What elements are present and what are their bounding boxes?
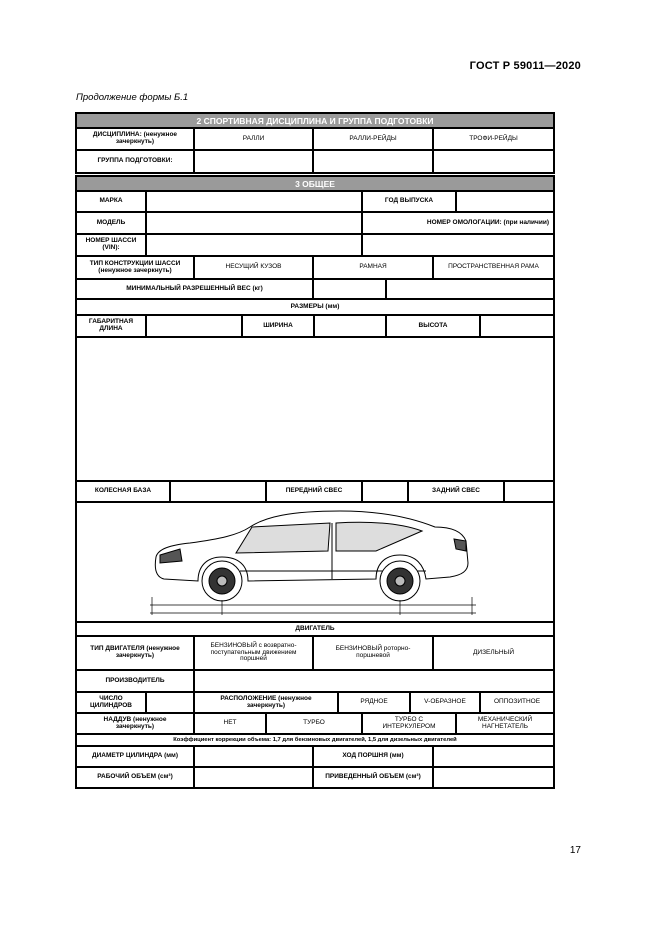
vin-label: НОМЕР ШАССИ (VIN): (76, 234, 146, 256)
section2-title: 2 СПОРТИВНАЯ ДИСЦИПЛИНА И ГРУППА ПОДГОТОВКИ (76, 113, 554, 128)
height-label: ВЫСОТА (386, 315, 480, 337)
group-field-2[interactable] (313, 150, 433, 173)
manufacturer-label: ПРОИЗВОДИТЕЛЬ (76, 670, 194, 692)
width-label: ШИРИНА (242, 315, 314, 337)
width-field[interactable] (314, 315, 386, 337)
manufacturer-field[interactable] (194, 670, 554, 692)
group-field-3[interactable] (433, 150, 554, 173)
discipline-rally-raid[interactable]: РАЛЛИ-РЕЙДЫ (313, 128, 433, 150)
model-label: МОДЕЛЬ (76, 212, 146, 234)
engine-type-piston[interactable]: БЕНЗИНОВЫЙ с возвратно-поступательным движением поршней (194, 636, 313, 670)
bore-label: ДИАМЕТР ЦИЛИНДРА (мм) (76, 746, 194, 767)
car-side-view-illustration (150, 505, 480, 620)
bore-field[interactable] (194, 746, 313, 767)
chassis-type-label: ТИП КОНСТРУКЦИИ ШАССИ (ненужное зачеркнуть) (76, 256, 194, 279)
page-number: 17 (569, 845, 581, 856)
boost-supercharger[interactable]: МЕХАНИЧЕСКИЙ НАГНЕТАТЕЛЬ (456, 713, 554, 734)
make-label: МАРКА (76, 191, 146, 212)
chassis-spaceframe[interactable]: ПРОСТРАНСТВЕННАЯ РАМА (433, 256, 554, 279)
standard-number: ГОСТ Р 59011—2020 (469, 60, 581, 72)
stroke-field[interactable] (433, 746, 554, 767)
engine-type-rotary[interactable]: БЕНЗИНОВЫЙ роторно-поршневой (313, 636, 433, 670)
discipline-label: ДИСЦИПЛИНА: (ненужное зачеркнуть) (76, 128, 194, 150)
rear-overhang-label: ЗАДНИЙ СВЕС (408, 481, 504, 502)
displacement-label: РАБОЧИЙ ОБЪЕМ (см³) (76, 767, 194, 788)
front-overhang-label: ПЕРЕДНИЙ СВЕС (266, 481, 362, 502)
reduced-displacement-field[interactable] (433, 767, 554, 788)
chassis-monocoque[interactable]: НЕСУЩИЙ КУЗОВ (194, 256, 313, 279)
homologation-label: НОМЕР ОМОЛОГАЦИИ: (при наличии) (362, 212, 554, 234)
height-field[interactable] (480, 315, 554, 337)
group-field-1[interactable] (194, 150, 313, 173)
wheelbase-field[interactable] (170, 481, 266, 502)
min-weight-extra (386, 279, 554, 299)
boost-label: НАДДУВ (ненужное зачеркнуть) (76, 713, 194, 734)
group-label: ГРУППА ПОДГОТОВКИ: (76, 150, 194, 173)
homologation-field[interactable] (362, 234, 554, 256)
layout-inline[interactable]: РЯДНОЕ (338, 692, 410, 713)
layout-boxer[interactable]: ОППОЗИТНОЕ (480, 692, 554, 713)
boost-none[interactable]: НЕТ (194, 713, 266, 734)
vin-field[interactable] (146, 234, 362, 256)
reduced-displacement-label: ПРИВЕДЕННЫЙ ОБЪЕМ (см³) (313, 767, 433, 788)
stroke-label: ХОД ПОРШНЯ (мм) (313, 746, 433, 767)
displacement-field[interactable] (194, 767, 313, 788)
year-field[interactable] (456, 191, 554, 212)
boost-turbo-intercooler[interactable]: ТУРБО С ИНТЕРКУЛЕРОМ (362, 713, 456, 734)
chassis-frame[interactable]: РАМНАЯ (313, 256, 433, 279)
length-label: ГАБАРИТНАЯ ДЛИНА (76, 315, 146, 337)
section3-title: 3 ОБЩЕЕ (76, 176, 554, 191)
wheelbase-label: КОЛЕСНАЯ БАЗА (76, 481, 170, 502)
year-label: ГОД ВЫПУСКА (362, 191, 456, 212)
min-weight-field[interactable] (313, 279, 386, 299)
engine-type-diesel[interactable]: ДИЗЕЛЬНЫЙ (433, 636, 554, 670)
dimensions-drawing-area[interactable] (76, 337, 554, 481)
dimensions-label: РАЗМЕРЫ (мм) (76, 299, 554, 315)
coefficient-note: Коэффициент коррекции объема: 1,7 для бензиновых двигателей, 1,5 для дизельных двигателей (76, 734, 554, 746)
discipline-trophy-raid[interactable]: ТРОФИ-РЕЙДЫ (433, 128, 554, 150)
engine-type-label: ТИП ДВИГАТЕЛЯ (ненужное зачеркнуть) (76, 636, 194, 670)
cylinders-field[interactable] (146, 692, 194, 713)
form-subtitle: Продолжение формы Б.1 (76, 92, 189, 103)
make-field[interactable] (146, 191, 362, 212)
length-field[interactable] (146, 315, 242, 337)
model-field[interactable] (146, 212, 362, 234)
layout-label: РАСПОЛОЖЕНИЕ (ненужное зачеркнуть) (194, 692, 338, 713)
front-overhang-field[interactable] (362, 481, 408, 502)
layout-v[interactable]: V-ОБРАЗНОЕ (410, 692, 480, 713)
cylinders-label: ЧИСЛО ЦИЛИНДРОВ (76, 692, 146, 713)
min-weight-label: МИНИМАЛЬНЫЙ РАЗРЕШЕННЫЙ ВЕС (кг) (76, 279, 313, 299)
engine-title: ДВИГАТЕЛЬ (76, 622, 554, 636)
discipline-rally[interactable]: РАЛЛИ (194, 128, 313, 150)
boost-turbo[interactable]: ТУРБО (266, 713, 362, 734)
rear-overhang-field[interactable] (504, 481, 554, 502)
